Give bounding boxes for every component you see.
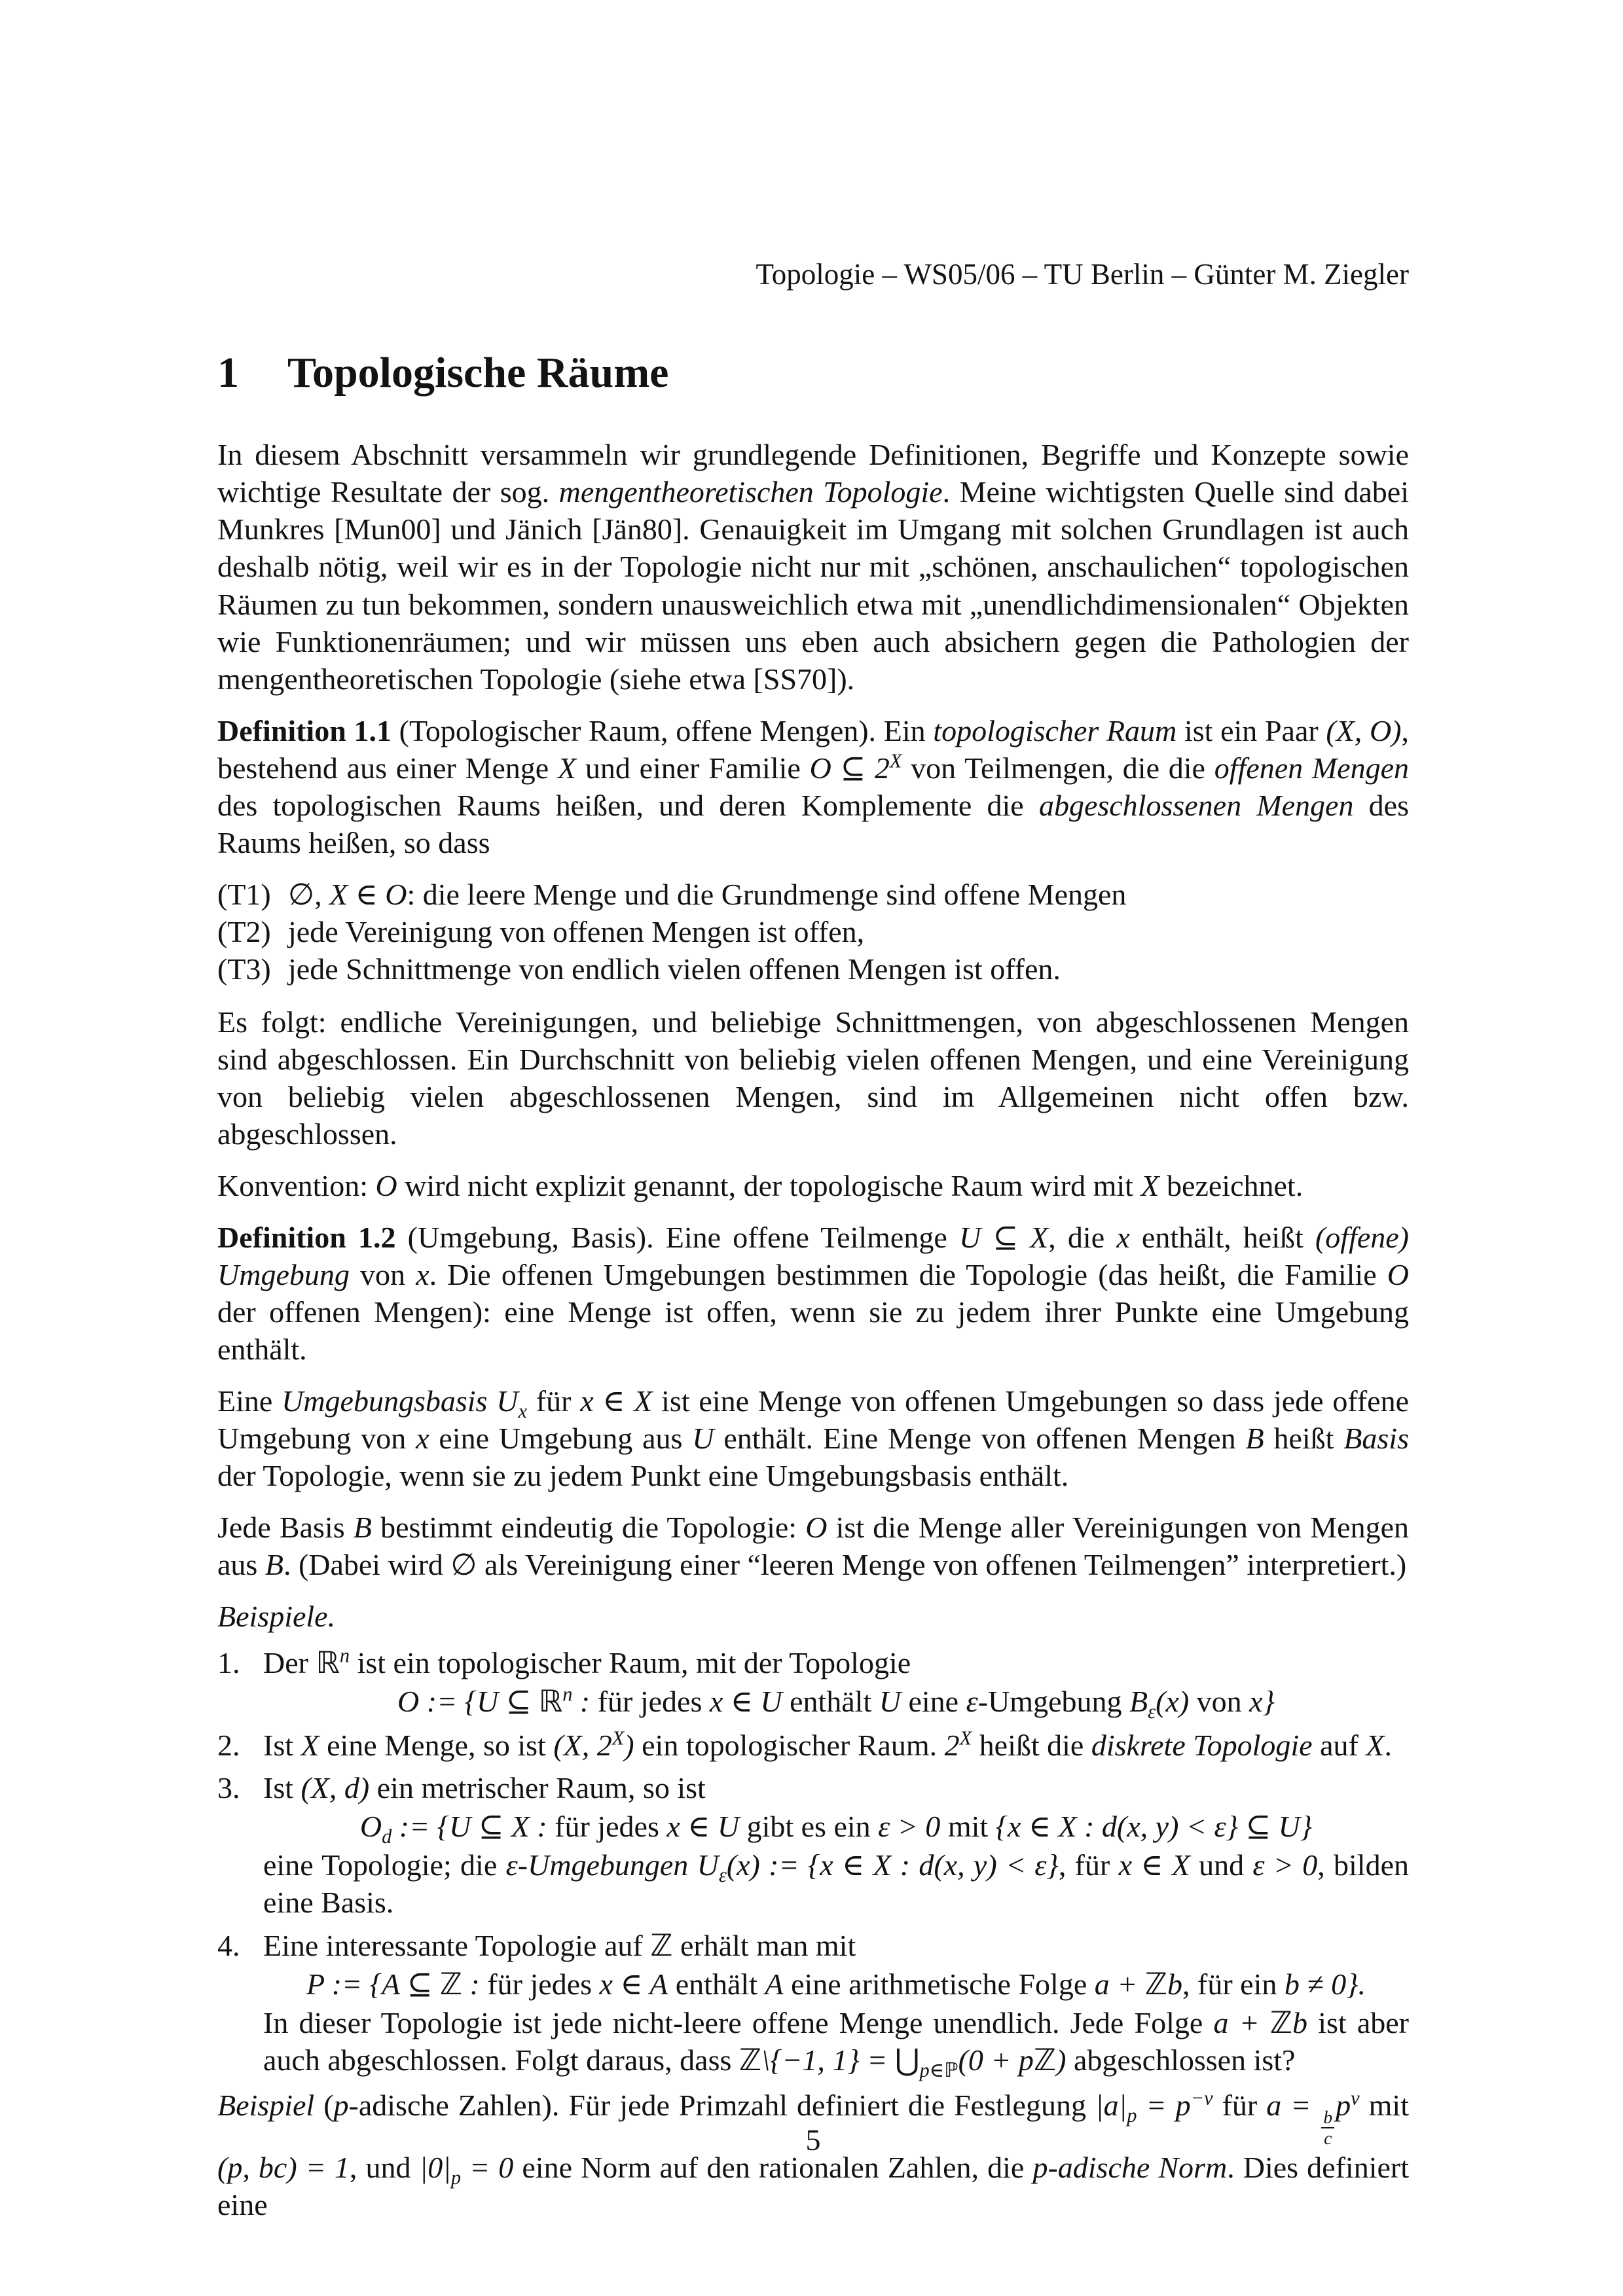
- text-run: . (Dabei wird: [283, 1548, 451, 1582]
- text-run: Eine interessante Topologie auf: [263, 1928, 651, 1962]
- text-run: Definition 1.2: [217, 1220, 396, 1254]
- example-number: 2.: [217, 1729, 240, 1763]
- text-run: eine arithmetische Folge: [783, 1967, 1095, 2001]
- text-run: (0 + pℤ): [958, 2043, 1067, 2077]
- text-run: p-adische Norm: [1032, 2150, 1228, 2184]
- text-run: P := {A ⊆ ℤ :: [306, 1967, 488, 2001]
- example-body: [263, 1727, 1409, 1764]
- text-run: eine Topologie; die: [263, 1848, 506, 1882]
- text-run: abgeschlossenen Mengen: [1038, 788, 1354, 822]
- text-run: für: [1213, 2088, 1267, 2122]
- example-body: [263, 1927, 1409, 2079]
- text-run: (: [314, 2088, 334, 2122]
- text-run: -adische Zahlen). Für jede Primzahl definiert die Festlegung: [348, 2088, 1095, 2122]
- axiom-item: [217, 876, 1409, 913]
- text-run: In dieser Topologie ist jede nicht-leere offene Menge unendlich. Jede Folge: [263, 2005, 1214, 2039]
- text-run: heißt: [1264, 1422, 1344, 1456]
- text-run: p: [450, 2166, 462, 2189]
- text-run: x}: [1249, 1685, 1275, 1719]
- text-run: Beispiele.: [217, 1600, 336, 1634]
- text-run: :: [572, 1685, 598, 1719]
- text-run: ein metrischer Raum, so ist: [369, 1771, 706, 1805]
- text-run: |0|: [419, 2150, 451, 2184]
- example-text: [263, 2004, 1409, 2079]
- text-run: ist eine Menge von offenen Umgebungen so dass jede offene Umgebung von: [217, 1384, 1409, 1456]
- text-run: , die: [1048, 1220, 1117, 1254]
- example-item: [217, 1927, 1409, 2079]
- text-run: U: [697, 1848, 719, 1882]
- text-run: X: [889, 749, 902, 772]
- text-run: -Umgebung: [977, 1685, 1129, 1719]
- display-formula: [263, 1965, 1409, 2003]
- example-number: 1.: [217, 1646, 240, 1680]
- text-run: . Die offenen Umgebungen bestimmen die Topologie (das heißt, die Familie: [429, 1258, 1387, 1292]
- text-run: a + ℤb: [1094, 1967, 1183, 2001]
- text-run: ist ein topologischer Raum, mit der Topologie: [350, 1646, 911, 1680]
- text-run: von: [1189, 1685, 1250, 1719]
- section-number: 1: [217, 348, 239, 397]
- text-run: mengentheoretischen Topologie: [558, 475, 943, 509]
- text-run: ∅: [450, 1548, 477, 1582]
- text-run: O: [359, 1810, 382, 1844]
- text-run: enthält: [668, 1967, 765, 2001]
- text-run: -Umgebungen: [517, 1848, 697, 1882]
- text-run: von: [349, 1258, 416, 1292]
- axiom-text: [288, 950, 1409, 988]
- text-run: = 0: [461, 2150, 514, 2184]
- text-run: |a|: [1095, 2088, 1127, 2122]
- text-run: ein topologischer Raum.: [634, 1729, 945, 1763]
- text-run: X: [959, 1727, 972, 1750]
- examples-heading: [217, 1598, 1409, 1635]
- text-run: O := {U ⊆ ℝ: [397, 1685, 563, 1719]
- content-blocks: [217, 436, 1409, 2223]
- text-run: wird nicht explizit genannt, der topologische Raum wird mit: [397, 1168, 1141, 1202]
- text-run: für jedes: [555, 1810, 667, 1844]
- example-body: [263, 1644, 1409, 1721]
- text-run: x: [1116, 1220, 1130, 1254]
- text-run: a + ℤb: [1213, 2005, 1308, 2039]
- text-run: ): [624, 1729, 634, 1763]
- examples-list: [217, 1644, 1410, 2081]
- text-run: Definition 1.1: [217, 713, 392, 747]
- text-run: {x ∈ X : d(x, y) < ε} ⊆ U}: [995, 1810, 1313, 1844]
- example-item: [217, 1644, 1409, 1721]
- text-run: 2: [944, 1729, 960, 1763]
- text-run: x ∈ A: [599, 1967, 668, 2001]
- paragraph-intro: [217, 436, 1409, 697]
- page-number: 5: [805, 2123, 821, 2157]
- section-title: Topologische Räume: [287, 348, 669, 397]
- text-run: Ist: [263, 1729, 301, 1763]
- text-run: ε > 0: [1252, 1848, 1318, 1882]
- text-run: Beispiel: [217, 2088, 315, 2122]
- text-run: Umgebungsbasis: [282, 1384, 497, 1418]
- text-run: U: [496, 1384, 519, 1418]
- text-run: (X, 2: [553, 1729, 612, 1763]
- text-run: ℤ\{−1, 1} = ⋃: [739, 2043, 920, 2077]
- text-run: := {U ⊆ X :: [392, 1810, 555, 1844]
- example-text: [263, 1846, 1409, 1921]
- text-run: . Meine wichtigsten Quelle sind dabei Munkres [Mun00] und Jänich [Jän80]. Genauigkeit im Umgang mit solchen Grundlagen ist auch deshalb nötig, weil wir es in der Topologie nicht nur mit „schönen, anschaulichen“ topologischen Räumen zu tun bekommen, sondern unausweichlich etwa mit „unendlichdimensionalen“ Objekten wie Funktionenräumen; und wir müssen uns eben auch absichern gegen die Pathologien der mengentheoretischen Topologie (siehe etwa [SS70]).: [217, 475, 1409, 696]
- text-run: X: [301, 1729, 319, 1763]
- text-run: x: [416, 1258, 429, 1292]
- text-run: Es folgt: endliche Vereinigungen, und beliebige Schnittmengen, von abgeschlossenen Mengen sind abgeschlossen. Ein Durchschnitt von beliebig vielen offenen Mengen, und eine Vereinigung von beliebig vielen abgeschlossenen Mengen, sind im Allgemeinen nicht offen bzw. abgeschlossen.: [217, 1005, 1409, 1151]
- text-run: X: [557, 751, 577, 785]
- text-run: von Teilmengen, die die: [902, 751, 1214, 785]
- text-run: topologischer Raum: [933, 713, 1177, 747]
- fraction-numerator: b: [1323, 2107, 1333, 2128]
- text-run: enthält. Eine Menge von offenen Mengen: [714, 1422, 1246, 1456]
- text-run: (Umgebung, Basis). Eine offene Teilmenge: [395, 1220, 959, 1254]
- text-run: B: [1129, 1685, 1148, 1719]
- text-run: abgeschlossen ist?: [1066, 2043, 1296, 2077]
- text-run: ℝ: [316, 1646, 340, 1680]
- text-run: (offene) Umgebung: [217, 1220, 1409, 1292]
- text-run: x: [416, 1422, 429, 1456]
- text-run: (X, d): [301, 1771, 370, 1805]
- text-run: d: [382, 1825, 392, 1848]
- text-run: −ν: [1190, 2087, 1213, 2109]
- axiom-label: (T2): [217, 914, 271, 948]
- axiom-label: (T1): [217, 877, 271, 911]
- paragraph-folgerungen: [217, 1003, 1409, 1153]
- axiom-item: [217, 913, 1409, 950]
- text-run: und: [1190, 1848, 1253, 1882]
- text-run: Konvention:: [217, 1168, 376, 1202]
- text-run: p: [1336, 2088, 1351, 2122]
- example-text: [263, 1927, 1409, 1964]
- text-run: ist aber auch abgeschlossen. Folgt daraus, dass: [263, 2005, 1409, 2077]
- example-item: [217, 1727, 1409, 1764]
- example-text: [263, 1769, 1409, 1806]
- text-run: jede Vereinigung von offenen Mengen ist offen,: [288, 914, 865, 948]
- text-run: (X, O): [1326, 713, 1402, 747]
- text-run: B: [264, 1548, 283, 1582]
- example-number: 4.: [217, 1928, 240, 1962]
- fraction-denominator: c: [1321, 2127, 1334, 2148]
- text-run: für jedes: [597, 1685, 710, 1719]
- text-run: ε: [505, 1848, 518, 1882]
- text-run: ε > 0: [878, 1810, 941, 1844]
- text-run: des topologischen Raums heißen, und deren Komplemente die: [217, 788, 1039, 822]
- text-run: O ⊆ 2: [809, 751, 890, 785]
- text-run: ν: [1351, 2087, 1360, 2109]
- text-run: U: [879, 1685, 901, 1719]
- text-run: a =: [1266, 2088, 1321, 2122]
- paragraph-umgebungsbasis: [217, 1382, 1409, 1494]
- text-run: , bestehend aus einer Menge: [217, 713, 1410, 785]
- text-run: mit: [1359, 2088, 1409, 2122]
- text-run: x ∈ U: [709, 1685, 782, 1719]
- text-run: mit: [940, 1810, 996, 1844]
- axiom-item: [217, 950, 1409, 988]
- text-run: U ⊆ X: [958, 1220, 1049, 1254]
- definition-1-2: [217, 1219, 1409, 1368]
- text-run: x ∈ X: [580, 1384, 653, 1418]
- text-run: der Topologie, wenn sie zu jedem Punkt eine Umgebungsbasis enthält.: [217, 1459, 1069, 1493]
- text-run: ℤ: [650, 1928, 673, 1962]
- text-run: (x): [1156, 1685, 1190, 1719]
- text-run: X: [1366, 1729, 1385, 1763]
- text-run: = p: [1137, 2088, 1191, 2122]
- text-run: Basis: [1343, 1422, 1409, 1456]
- text-run: O: [805, 1511, 828, 1545]
- axiom-label: (T3): [217, 952, 271, 986]
- text-run: p∈ℙ: [919, 2058, 958, 2081]
- text-run: , und: [349, 2150, 420, 2184]
- text-run: ε: [1148, 1700, 1156, 1723]
- text-run: X: [611, 1727, 625, 1750]
- text-run: B: [353, 1511, 372, 1545]
- text-run: . Dies definiert eine: [217, 2150, 1409, 2221]
- text-run: enthält, heißt: [1129, 1220, 1315, 1254]
- text-run: eine Umgebung aus: [429, 1422, 693, 1456]
- text-run: x ∈ U: [666, 1810, 740, 1844]
- text-run: des Raums heißen, so dass: [217, 788, 1409, 859]
- text-run: Der: [263, 1646, 316, 1680]
- text-run: X: [1140, 1168, 1159, 1202]
- example-text: [263, 1727, 1409, 1764]
- text-run: Eine: [217, 1384, 282, 1418]
- text-run: p: [333, 2088, 349, 2122]
- paragraph-konvention: [217, 1167, 1409, 1204]
- text-run: .: [1384, 1729, 1392, 1763]
- text-run: , bilden eine Basis.: [263, 1848, 1410, 1920]
- text-run: O: [1387, 1258, 1410, 1292]
- text-run: n: [562, 1683, 573, 1706]
- text-run: als Vereinigung einer “leeren Menge von offenen Teilmengen” interpretiert.): [477, 1548, 1407, 1582]
- text-run: O: [375, 1168, 397, 1202]
- text-run: eine: [900, 1685, 966, 1719]
- text-run: erhält man mit: [672, 1928, 856, 1962]
- text-run: ∅, X ∈ O: [288, 877, 407, 911]
- text-run: heißt die: [972, 1729, 1091, 1763]
- text-run: gibt es ein: [739, 1810, 879, 1844]
- text-column: [217, 257, 1409, 2238]
- axiom-text: [288, 913, 1409, 950]
- text-run: der offenen Mengen): eine Menge ist offen, wenn sie zu jedem ihrer Punkte eine Umgebung enthält.: [217, 1295, 1409, 1367]
- paragraph-basis-topologie: [217, 1509, 1409, 1583]
- text-run: enthält: [782, 1685, 879, 1719]
- text-run: bezeichnet.: [1159, 1168, 1304, 1202]
- running-header: Topologie – WS05/06 – TU Berlin – Günter M. Ziegler: [756, 258, 1409, 291]
- text-run: , für: [1058, 1848, 1119, 1882]
- text-run: b ≠ 0}.: [1284, 1967, 1366, 2001]
- text-run: (x) := {x ∈ X : d(x, y) < ε}: [726, 1848, 1059, 1882]
- example-number: 3.: [217, 1771, 240, 1805]
- display-formula: [263, 1808, 1409, 1848]
- text-run: jede Schnittmenge von endlich vielen offenen Mengen ist offen.: [288, 952, 1061, 986]
- example-text: [263, 1644, 1409, 1681]
- text-run: für jedes: [487, 1967, 600, 2001]
- text-run: Jede Basis: [217, 1511, 354, 1545]
- text-run: diskrete Topologie: [1091, 1729, 1313, 1763]
- text-run: (p, bc) = 1: [217, 2150, 350, 2184]
- text-run: A: [765, 1967, 784, 2001]
- axiom-text: [288, 876, 1409, 913]
- text-run: für: [526, 1384, 581, 1418]
- section-heading: [217, 350, 1409, 397]
- text-run: In diesem Abschnitt versammeln wir grundlegende Definitionen, Begriffe und Konzepte sowie wichtige Resultate der sog.: [217, 438, 1409, 509]
- example-item: [217, 1769, 1409, 1921]
- text-run: und einer Familie: [576, 751, 810, 785]
- text-run: : die leere Menge und die Grundmenge sind offene Mengen: [407, 877, 1127, 911]
- text-run: B: [1245, 1422, 1264, 1456]
- text-run: eine Menge, so ist: [319, 1729, 554, 1763]
- display-formula: [263, 1683, 1409, 1723]
- text-run: (Topologischer Raum, offene Mengen). Ein: [391, 713, 934, 747]
- text-run: ε: [966, 1685, 978, 1719]
- text-run: x ∈ X: [1118, 1848, 1190, 1882]
- axiom-list: [217, 876, 1409, 988]
- text-run: x: [518, 1400, 527, 1423]
- text-run: ε: [718, 1864, 727, 1887]
- text-run: auf: [1312, 1729, 1366, 1763]
- text-run: bestimmt eindeutig die Topologie:: [371, 1511, 806, 1545]
- definition-1-1: [217, 712, 1409, 861]
- text-run: eine Norm auf den rationalen Zahlen, die: [513, 2150, 1033, 2184]
- text-run: U: [692, 1422, 714, 1456]
- text-run: ist die Menge aller Vereinigungen von Mengen aus: [217, 1511, 1410, 1582]
- text-run: ist ein Paar: [1176, 713, 1326, 747]
- text-run: , für ein: [1182, 1967, 1285, 2001]
- text-run: n: [339, 1644, 350, 1667]
- text-run: Ist: [263, 1771, 301, 1805]
- text-run: p: [1127, 2104, 1137, 2126]
- example-body: [263, 1769, 1409, 1921]
- text-run: offenen Mengen: [1214, 751, 1410, 785]
